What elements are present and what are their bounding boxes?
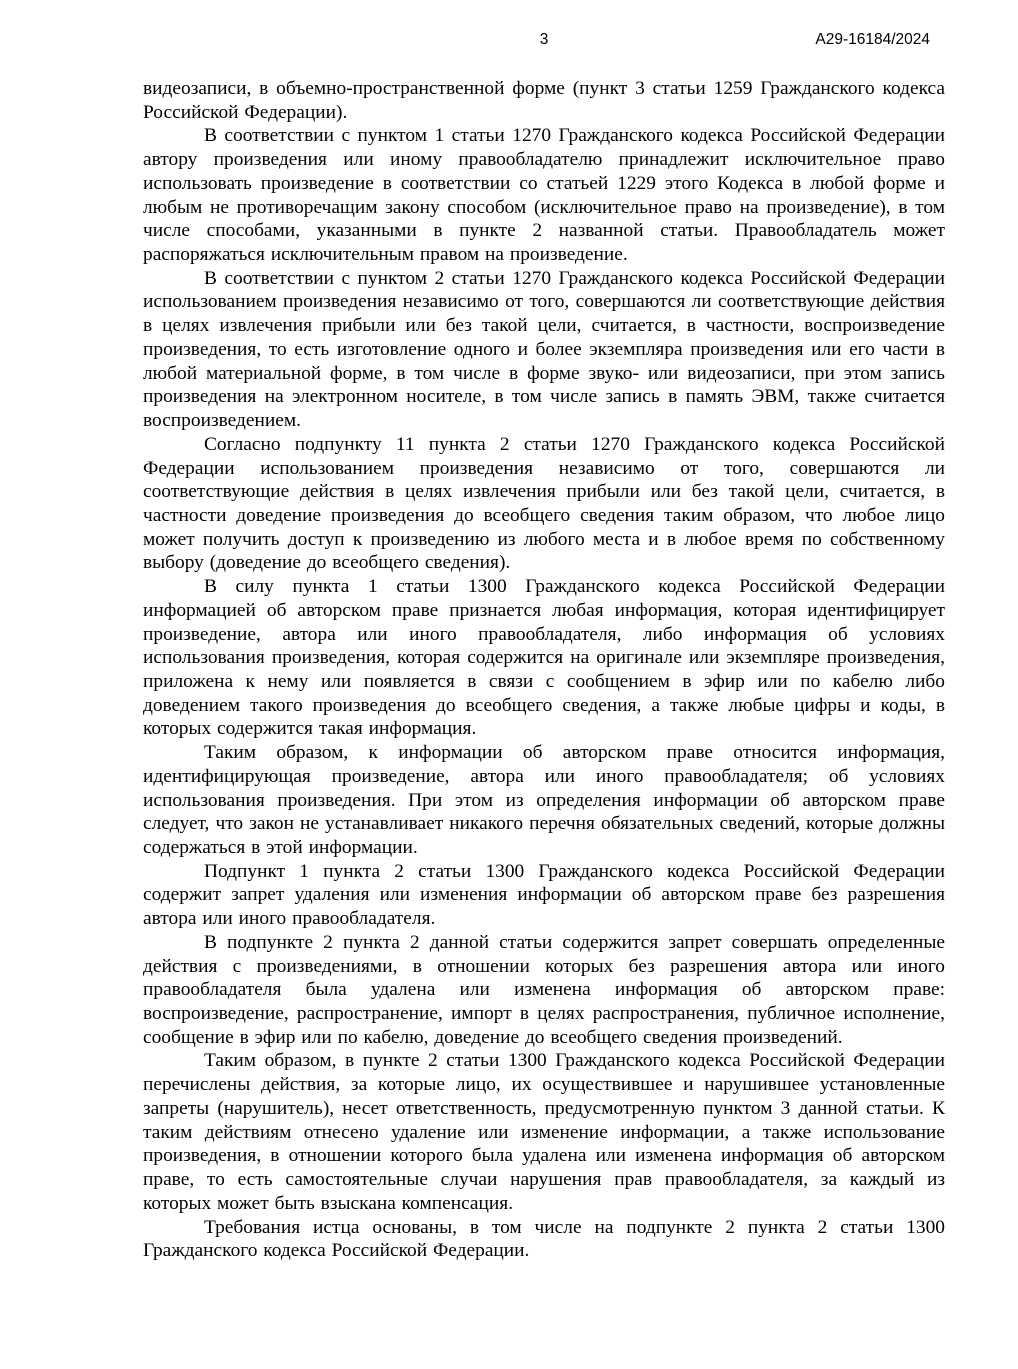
paragraph: Требования истца основаны, в том числе на подпункте 2 пункта 2 статьи 1300 Гражданского кодекса Российской Федерации. [143,1216,945,1262]
page-header [143,31,945,53]
paragraph: видеозаписи, в объемно-пространственной форме (пункт 3 статьи 1259 Гражданского кодекса Российской Федерации). [143,78,945,123]
paragraph: В соответствии с пунктом 2 статьи 1270 Гражданского кодекса Российской Федерации использованием произведения независимо от того, совершаются ли соответствующие действия в целях извлечения прибыли или без такой цели, считается, в частности, воспроизведение произведения, то есть изготовление одного и более экземпляра произведения или его части в любой материальной форме, в том числе в форме звуко- или видеозаписи, при этом запись произведения на электронном носителе, в том числе запись в память ЭВМ, также считается воспроизведением. [143,267,945,432]
case-number: А29-16184/2024 [815,31,930,48]
paragraph: В соответствии с пунктом 1 статьи 1270 Гражданского кодекса Российской Федерации автору произведения или иному правообладателю принадлежит исключительное право использовать произведение в соответствии со статьей 1229 этого Кодекса в любой форме и любым не противоречащим закону способом (исключительное право на произведение), в том числе способами, указанными в пункте 2 названной статьи. Правообладатель может распоряжаться исключительным правом на произведение. [143,125,945,266]
paragraph: Таким образом, в пункте 2 статьи 1300 Гражданского кодекса Российской Федерации перечислены действия, за которые лицо, их осуществившее и нарушившее установленные запреты (нарушитель), несет ответственность, предусмотренную пунктом 3 данной статьи. К таким действиям отнесено удаление или изменение информации, а также использование произведения, в отношении которого была удалена или изменена информация об авторском праве, то есть самостоятельные случаи нарушения прав правообладателя, за каждый из которых может быть взыскана компенсация. [143,1050,945,1214]
paragraph: Таким образом, к информации об авторском праве относится информация, идентифицирующая произведение, автора или иного правообладателя; об условиях использования произведения. При этом из определения информации об авторском праве следует, что закон не устанавливает никакого перечня обязательных сведений, которые должны содержаться в этой информации. [143,742,945,858]
document-body [143,77,945,1263]
paragraph: В силу пункта 1 статьи 1300 Гражданского кодекса Российской Федерации информацией об авторском праве признается любая информация, которая идентифицирует произведение, автора или иного правообладателя, либо информация об условиях использования произведения, которая содержится на оригинале или экземпляре произведения, приложена к нему или появляется в связи с сообщением в эфир или по кабелю либо доведением такого произведения до всеобщего сведения, а также любые цифры и коды, в которых содержится такая информация. [143,576,945,740]
paragraph: В подпункте 2 пункта 2 данной статьи содержится запрет совершать определенные действия с произведениями, в отношении которых без разрешения автора или иного правообладателя была удалена или изменена информация об авторском праве: воспроизведение, распространение, импорт в целях распространения, публичное исполнение, сообщение в эфир или по кабелю, доведение до всеобщего сведения произведений. [143,931,945,1048]
paragraph: Согласно подпункту 11 пункта 2 статьи 1270 Гражданского кодекса Российской Федерации использованием произведения независимо от того, совершаются ли соответствующие действия в целях извлечения прибыли или без такой цели, считается, в частности доведение произведения до всеобщего сведения таким образом, что любое лицо может получить доступ к произведению из любого места и в любое время по собственному выбору (доведение до всеобщего сведения). [143,433,945,574]
paragraph: Подпункт 1 пункта 2 статьи 1300 Гражданского кодекса Российской Федерации содержит запрет удаления или изменения информации об авторском праве без разрешения автора или иного правообладателя. [143,860,945,930]
page-number: 3 [539,31,549,48]
